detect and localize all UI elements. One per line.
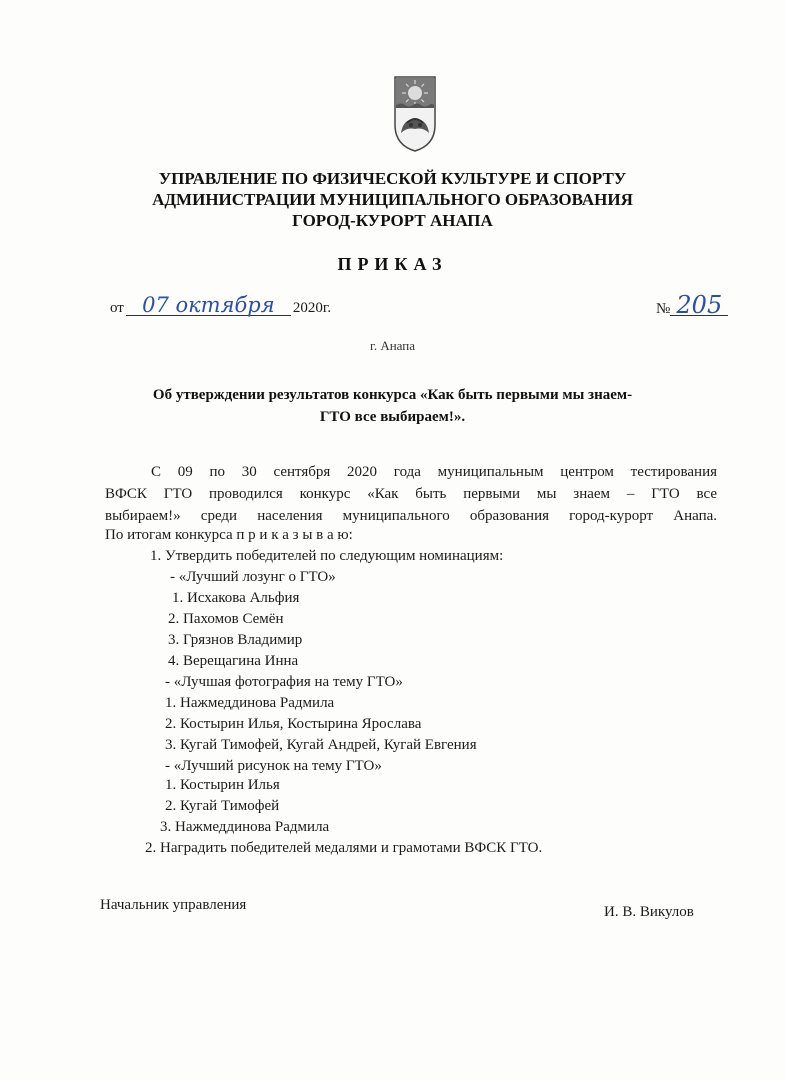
anapa-coat-of-arms-icon: [393, 75, 437, 153]
nomination-3: - «Лучший рисунок на тему ГТО»: [165, 758, 382, 774]
subject-line-1: Об утверждении результатов конкурса «Как быть первыми мы знаем-: [152, 387, 633, 403]
nomination-3-winner-2: 2. Кугай Тимофей: [165, 798, 280, 814]
order-title: ПРИКАЗ: [337, 254, 448, 274]
date-year: 2020г.: [292, 300, 332, 316]
nomination-2-winner-1: 1. Нажмеддинова Радмила: [165, 695, 335, 711]
nomination-1-winner-4: 4. Верещагина Инна: [168, 653, 299, 669]
body-line-4: По итогам конкурса п р и к а з ы в а ю:: [105, 527, 353, 543]
nomination-3-winner-3: 3. Нажмеддинова Радмила: [160, 819, 330, 835]
order-date: [110, 295, 331, 317]
nomination-2-winner-3: 3. Кугай Тимофей, Кугай Андрей, Кугай Евгения: [165, 737, 477, 753]
order-number: [656, 291, 728, 319]
nomination-2: - «Лучшая фотография на тему ГТО»: [165, 674, 403, 690]
body-line-2: ВФСК ГТО проводился конкурс «Как быть первыми мы знаем – ГТО все: [105, 486, 717, 502]
nomination-2-winner-2: 2. Костырин Илья, Костырина Ярослава: [165, 716, 422, 732]
org-line-3: ГОРОД-КУРОРТ АНАПА: [292, 211, 493, 230]
handwritten-number: 205: [670, 295, 728, 316]
org-line-2: АДМИНИСТРАЦИИ МУНИЦИПАЛЬНОГО ОБРАЗОВАНИЯ: [152, 190, 633, 209]
org-line-1: УПРАВЛЕНИЕ ПО ФИЗИЧЕСКОЙ КУЛЬТУРЕ И СПОРТУ: [158, 169, 627, 188]
nomination-1-winner-3: 3. Грязнов Владимир: [168, 632, 303, 648]
date-prefix: от: [110, 300, 124, 316]
body-line-3: выбираем!» среди населения муниципального образования город-курорт Анапа.: [105, 508, 717, 524]
signatory-position: Начальник управления: [100, 897, 247, 913]
body-line-1: С 09 по 30 сентября 2020 года муниципальным центром тестирования: [151, 464, 717, 480]
nomination-3-winner-1: 1. Костырин Илья: [165, 777, 280, 793]
city-label: г. Анапа: [369, 338, 416, 353]
nomination-1-winner-1: 1. Исхакова Альфия: [172, 590, 300, 606]
organization-header: [0, 168, 785, 231]
handwritten-date: 07 октября: [126, 295, 291, 316]
order-subject: [0, 384, 785, 428]
signatory-name: И. В. Викулов: [604, 904, 694, 920]
number-prefix: №: [656, 301, 671, 317]
order-item-1: 1. Утвердить победителей по следующим номинациям:: [150, 548, 504, 564]
order-item-2: 2. Наградить победителей медалями и грамотами ВФСК ГТО.: [145, 840, 543, 856]
subject-line-2: ГТО все выбираем!».: [319, 409, 466, 425]
nomination-1: - «Лучший лозунг о ГТО»: [170, 569, 336, 585]
nomination-1-winner-2: 2. Пахомов Семён: [168, 611, 284, 627]
